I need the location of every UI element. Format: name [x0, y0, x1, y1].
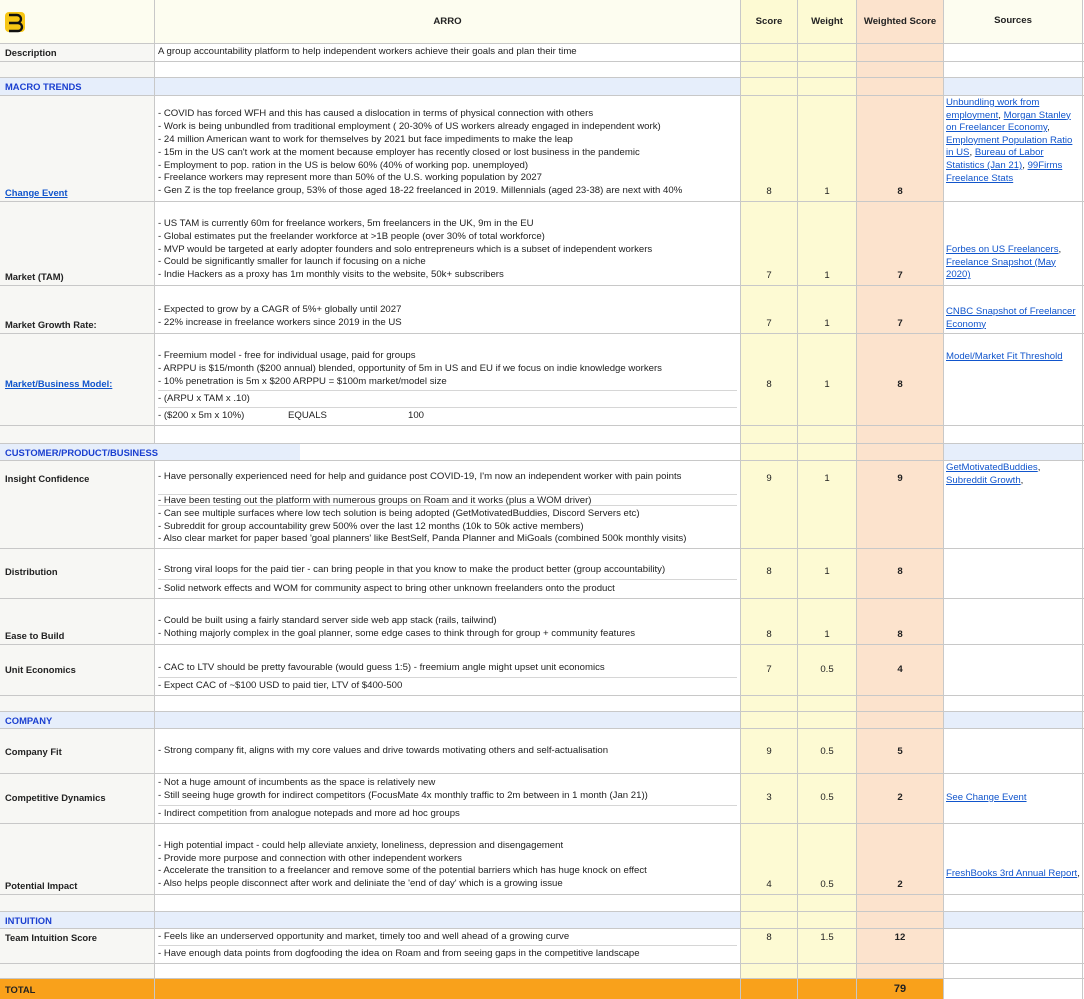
- section-macro-trends: [0, 78, 1084, 96]
- impact-text: - High potential impact - could help alleviate anxiety, loneliness, depression and disengagement - Provide more purpose and connection with other independent workers - Accelerate the transition to a freelancer and remove some of the potential barriers which has huge knock on effect - Also helps people disconnect after work and deliniate the 'end of day' which is a growing issue: [158, 839, 647, 890]
- section-title: INTUITION: [0, 912, 155, 928]
- score-cell[interactable]: 3: [741, 774, 798, 823]
- formula-row-2: - ($200 x 5m x 10%) EQUALS 100: [158, 410, 425, 422]
- source-link[interactable]: Forbes on US Freelancers: [946, 244, 1059, 255]
- row-market-growth[interactable]: [0, 286, 1084, 334]
- change-event-text: - COVID has forced WFH and this has caused a dislocation in terms of physical connection with others - Work is being unbundled from traditional employment ( 20-30% of US workers already engaged in independent work) - 24 million American want to work for themselves by 2021 but face impediments to make the leap - 15m in the US can't work at the moment because employer has recently closed or lost business in the pandemic - Employment to pop. ration in the US is below 60% (40% of working pop. unemployed) - Freelance workers may represent more than 50% of the U.S. working population by 2027 - Gen Z is the top freelance group, 53% of those aged 18-22 freelanced in 2019. Millennials (aged 23-38) are next with 40%: [158, 108, 683, 197]
- competitive-line-1: - Not a huge amount of incumbents as the space is relatively new - Still seeing huge growth for indirect competitors (FocusMate 4x monthly traffic to 2m between in 1 month (Jan 21)): [158, 774, 737, 806]
- logo-cell: [0, 0, 155, 43]
- section-title: MACRO TRENDS: [0, 78, 155, 95]
- team-line-2: - Have enough data points from dogfooding the idea on Roam and from seeing gaps in the competitive landscape: [158, 948, 640, 960]
- weight-cell[interactable]: 0.5: [798, 824, 857, 894]
- market-growth-label: Market Growth Rate:: [0, 286, 155, 333]
- weight-cell[interactable]: 1: [798, 96, 857, 201]
- total-label: TOTAL: [0, 979, 155, 999]
- score-cell[interactable]: 7: [741, 645, 798, 695]
- formula-result: 100: [408, 410, 425, 422]
- weighted-cell: 7: [857, 202, 944, 285]
- row-distribution[interactable]: [0, 549, 1084, 599]
- col-header-score: Score: [741, 0, 798, 43]
- description-label: Description: [0, 44, 155, 61]
- row-market-tam[interactable]: [0, 202, 1084, 286]
- team-line-1: - Feels like an underserved opportunity and market, timely too and well ahead of a growing curve: [158, 929, 737, 946]
- distribution-line-2: - Solid network effects and WOM for community aspect to bring other unknown freelanders onto the product: [158, 582, 615, 594]
- sources-cell: [944, 286, 1083, 333]
- distribution-label: Distribution: [5, 566, 58, 577]
- source-link[interactable]: Morgan Stanley on Freelancer Economy: [946, 109, 1071, 134]
- weighted-cell: 2: [857, 774, 944, 823]
- row-unit-economics[interactable]: [0, 645, 1084, 696]
- col-header-weighted: Weighted Score: [857, 0, 944, 43]
- insight-line-2: - Have been testing out the platform with numerous groups on Roam and it works (plus a WOM driver): [158, 495, 737, 506]
- total-row: [0, 979, 1084, 999]
- source-link[interactable]: 99Firms Freelance Stats: [946, 159, 1063, 184]
- description-row[interactable]: [0, 44, 1084, 62]
- weight-cell[interactable]: 1: [798, 286, 857, 333]
- section-title: COMPANY: [0, 712, 155, 728]
- competitive-line-2: - Indirect competition from analogue notepads and more ad hoc groups: [158, 808, 460, 820]
- sources-cell: Forbes on US Freelancers, Freelance Snapshot (May 2020): [944, 202, 1083, 285]
- description-text: A group accountability platform to help independent workers achieve their goals and plan their time: [155, 44, 741, 61]
- row-ease-to-build[interactable]: [0, 599, 1084, 645]
- business-model-text: - Freemium model - free for individual usage, paid for groups - ARPPU is $15/month ($200 annual) blended, opportunity of 5m in US and EU if we focus on indie knowledge workers - 10% penetration is 5m x $200 ARPPU = $100m market/model size: [158, 334, 737, 391]
- score-cell[interactable]: 9: [741, 729, 798, 773]
- market-growth-text: - Expected to grow by a CAGR of 5%+ globally until 2027 - 22% increase in freelance workers since 2019 in the US: [158, 304, 402, 329]
- score-cell[interactable]: 8: [741, 599, 798, 644]
- sources-cell: Unbundling work from employment, Morgan Stanley on Freelancer Economy, Employment Population Ratio in US, Bureau of Labor Statistics (Jan 21), 99Firms Freelance Stats: [944, 96, 1083, 201]
- weight-cell[interactable]: 1: [798, 334, 857, 425]
- source-link[interactable]: Model/Market Fit Threshold: [946, 351, 1063, 362]
- source-link[interactable]: Employment Population Ratio in US: [946, 134, 1073, 159]
- impact-label: Potential Impact: [0, 824, 155, 894]
- change-event-label[interactable]: Change Event: [0, 96, 155, 201]
- arro-logo-icon: [4, 11, 26, 33]
- section-intuition: [0, 912, 1084, 929]
- source-link[interactable]: Freelance Snapshot (May 2020): [946, 256, 1056, 281]
- weight-cell[interactable]: 1: [798, 461, 857, 548]
- score-cell[interactable]: 7: [741, 286, 798, 333]
- score-cell[interactable]: 7: [741, 202, 798, 285]
- market-tam-label: Market (TAM): [0, 202, 155, 285]
- row-change-event[interactable]: [0, 96, 1084, 202]
- section-company: [0, 712, 1084, 729]
- weighted-cell: 5: [857, 729, 944, 773]
- source-link[interactable]: Unbundling work from employment: [946, 97, 1040, 121]
- sources-cell: FreshBooks 3rd Annual Report,: [944, 824, 1083, 894]
- weighted-cell: 8: [857, 96, 944, 201]
- weight-cell[interactable]: 1.5: [798, 929, 857, 963]
- weight-cell[interactable]: 1: [798, 549, 857, 598]
- weighted-cell: 8: [857, 549, 944, 598]
- weighted-cell: 4: [857, 645, 944, 695]
- equals-label: EQUALS: [288, 410, 327, 422]
- sources-cell: [944, 774, 1083, 823]
- weight-cell[interactable]: 1: [798, 599, 857, 644]
- weight-cell[interactable]: 1: [798, 202, 857, 285]
- weight-cell[interactable]: 0.5: [798, 774, 857, 823]
- weighted-cell: 12: [857, 929, 944, 963]
- sources-cell: GetMotivatedBuddies, Subreddit Growth,: [944, 461, 1083, 548]
- score-cell[interactable]: 8: [741, 334, 798, 425]
- business-model-label[interactable]: Market/Business Model:: [5, 378, 113, 389]
- row-company-fit[interactable]: [0, 729, 1084, 774]
- col-header-weight: Weight: [798, 0, 857, 43]
- insight-line-3: - Can see multiple surfaces where low tech solution is being adopted (GetMotivatedBuddies, Discord Servers etc) - Subreddit for group accountability grew 500% over the last 12 months (10k to 50k active members) - Also clear market for paper based 'goal planners' like BestSelf, Panda Planner and MiGoals (combined 500k monthly visits): [158, 507, 687, 545]
- weight-cell[interactable]: 0.5: [798, 645, 857, 695]
- distribution-line-1: - Strong viral loops for the paid tier - can bring people in that you know to make the product better (group accountability): [158, 549, 737, 580]
- score-cell[interactable]: 8: [741, 96, 798, 201]
- weighted-cell: 7: [857, 286, 944, 333]
- source-link[interactable]: CNBC Snapshot of Freelancer Economy: [946, 306, 1076, 330]
- team-intuition-label: Team Intuition Score: [5, 932, 98, 943]
- unit-economics-label: Unit Economics: [5, 664, 76, 675]
- weighted-cell: 8: [857, 599, 944, 644]
- page-title: ARRO: [155, 0, 741, 43]
- source-link[interactable]: GetMotivatedBuddies: [946, 462, 1038, 473]
- row-potential-impact[interactable]: [0, 824, 1084, 895]
- score-cell[interactable]: 4: [741, 824, 798, 894]
- sources-cell: [944, 334, 1083, 425]
- weight-cell[interactable]: 0.5: [798, 729, 857, 773]
- ease-text: - Could be built using a fairly standard server side web app stack (rails, tailwind) - Nothing majorly complex in the goal planner, some edge cases to think through for group + community features: [158, 615, 636, 640]
- weighted-cell: 8: [857, 334, 944, 425]
- col-header-sources: Sources: [944, 0, 1083, 43]
- competitive-label: Competitive Dynamics: [5, 792, 106, 803]
- weighted-cell: 2: [857, 824, 944, 894]
- total-value: 79: [857, 979, 944, 999]
- source-link[interactable]: See Change Event: [946, 792, 1027, 803]
- section-customer-product: [0, 444, 1084, 461]
- row-competitive-dynamics[interactable]: [0, 774, 1084, 824]
- row-business-model[interactable]: [0, 334, 1084, 426]
- row-team-intuition[interactable]: [0, 929, 1084, 964]
- source-link[interactable]: Bureau of Labor Statistics (Jan 21): [946, 147, 1044, 171]
- insight-line-1: - Have personally experienced need for help and guidance post COVID-19, I'm now an independent worker with pain points: [158, 461, 737, 495]
- formula-row-1: - (ARPU x TAM x .10): [158, 391, 737, 408]
- company-fit-label: Company Fit: [5, 745, 62, 757]
- score-cell[interactable]: 8: [741, 549, 798, 598]
- section-title: CUSTOMER/PRODUCT/BUSINESS: [0, 444, 300, 460]
- insight-label: Insight Confidence: [5, 473, 90, 484]
- unit-line-1: - CAC to LTV should be pretty favourable (would guess 1:5) - freemium angle might upset unit economics: [158, 645, 737, 678]
- row-insight-confidence[interactable]: [0, 461, 1084, 549]
- score-cell[interactable]: 8: [741, 929, 798, 963]
- score-cell[interactable]: 9: [741, 461, 798, 548]
- unit-line-2: - Expect CAC of ~$100 USD to paid tier, LTV of $400-500: [158, 680, 403, 692]
- ease-label: Ease to Build: [0, 599, 155, 644]
- market-tam-text: - US TAM is currently 60m for freelance workers, 5m freelancers in the UK, 9m in the EU - Global estimates put the freelander workforce at >1B people (over 30% of total workforce) - MVP would be targeted at early adopter founders and solo entrepreneurs which is a subset of independent workers - Could be significantly smaller for launch if focusing on a niche - Indie Hackers as a proxy has 1m monthly visits to the website, 50k+ subscribers: [158, 218, 653, 281]
- source-link[interactable]: Subreddit Growth: [946, 474, 1021, 486]
- source-link[interactable]: FreshBooks 3rd Annual Report: [946, 868, 1078, 879]
- header-row: [0, 0, 1084, 44]
- company-fit-text: - Strong company fit, aligns with my core values and drive towards motivating others and self-actualisation: [158, 744, 609, 756]
- weighted-cell: 9: [857, 461, 944, 548]
